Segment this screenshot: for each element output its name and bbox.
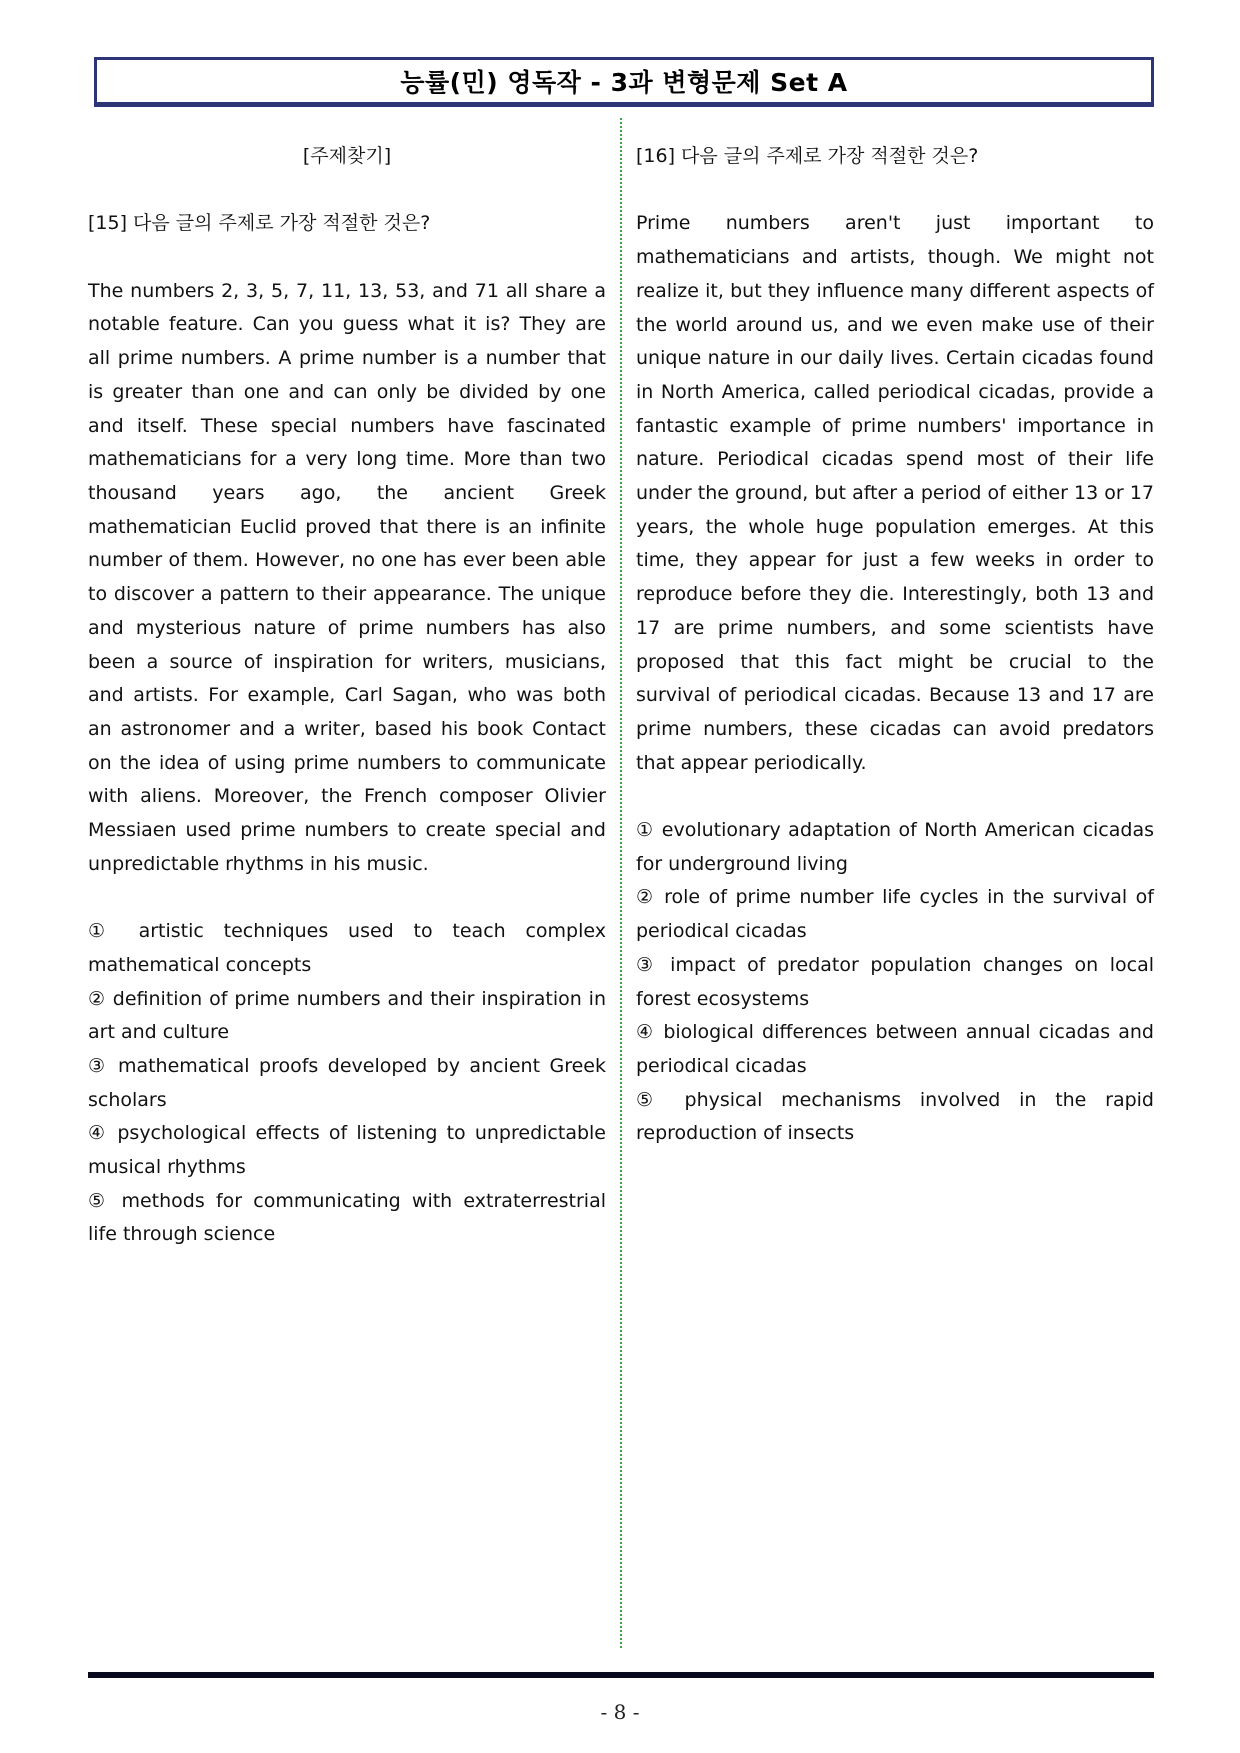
question-16: [16] 다음 글의 주제로 가장 적절한 것은? bbox=[636, 145, 979, 167]
choice-15-2: ② definition of prime numbers and their inspiration in art and culture bbox=[88, 987, 606, 1044]
header-box bbox=[94, 57, 1154, 107]
right-column bbox=[636, 140, 1154, 1151]
choice-15-3: ③ mathematical proofs developed by ancient Greek scholars bbox=[88, 1054, 606, 1111]
column-divider bbox=[620, 118, 622, 1648]
choice-16-5: ⑤ physical mechanisms involved in the rapid reproduction of insects bbox=[636, 1088, 1154, 1145]
choice-16-2: ② role of prime number life cycles in the survival of periodical cicadas bbox=[636, 886, 1154, 943]
section-label: [주제찾기] bbox=[302, 145, 392, 167]
choice-15-4: ④ psychological effects of listening to unpredictable musical rhythms bbox=[88, 1122, 606, 1179]
question-15: [15] 다음 글의 주제로 가장 적절한 것은? bbox=[88, 212, 431, 235]
footer-rule bbox=[88, 1672, 1154, 1678]
page-title: 능률(민) 영독작 - 3과 변형문제 Set A bbox=[400, 68, 848, 97]
choice-16-3: ③ impact of predator population changes on local forest ecosystems bbox=[636, 953, 1154, 1010]
left-column bbox=[88, 140, 606, 1252]
choice-15-1: ① artistic techniques used to teach complex mathematical concepts bbox=[88, 920, 606, 976]
choice-15-5: ⑤ methods for communicating with extraterrestrial life through science bbox=[88, 1189, 606, 1246]
choice-16-4: ④ biological differences between annual cicadas and periodical cicadas bbox=[636, 1021, 1154, 1077]
choice-16-1: ① evolutionary adaptation of North American cicadas for underground living bbox=[636, 819, 1154, 875]
passage-16: Prime numbers aren't just important to mathematicians and artists, though. We might not realize it, but they influence many different aspects of the world around us, and we even make use of their unique nature in our daily lives. Certain cicadas found in North America, called periodical cicadas, provide a fantastic example of prime numbers' importance in nature. Periodical cicadas spend most of their life under the ground, but after a period of either 13 or 17 years, the whole huge population emerges. At this time, they appear for just a few weeks in order to reproduce before they die. Interestingly, both 13 and 17 are prime numbers, and some scientists have proposed that this fact might be crucial to the survival of periodical cicadas. Because 13 and 17 are prime numbers, these cicadas can avoid predators that appear periodically. bbox=[636, 212, 1154, 774]
passage-15: The numbers 2, 3, 5, 7, 11, 13, 53, and 71 all share a notable feature. Can you guess what it is? They are all prime numbers. A prime number is a number that is greater than one and can only be divided by one and itself. These special numbers have fascinated mathematicians for a very long time. More than two thousand years ago, the ancient Greek mathematician Euclid proved that there is an infinite number of them. However, no one has ever been able to discover a pattern to their appearance. The unique and mysterious nature of prime numbers has also been a source of inspiration for writers, musicians, and artists. For example, Carl Sagan, who was both an astronomer and a writer, based his book Contact on the idea of using prime numbers to communicate with aliens. Moreover, the French composer Olivier Messiaen used prime numbers to create special and unpredictable rhythms in his music. bbox=[88, 279, 606, 875]
page-number: - 8 - bbox=[600, 1700, 640, 1724]
